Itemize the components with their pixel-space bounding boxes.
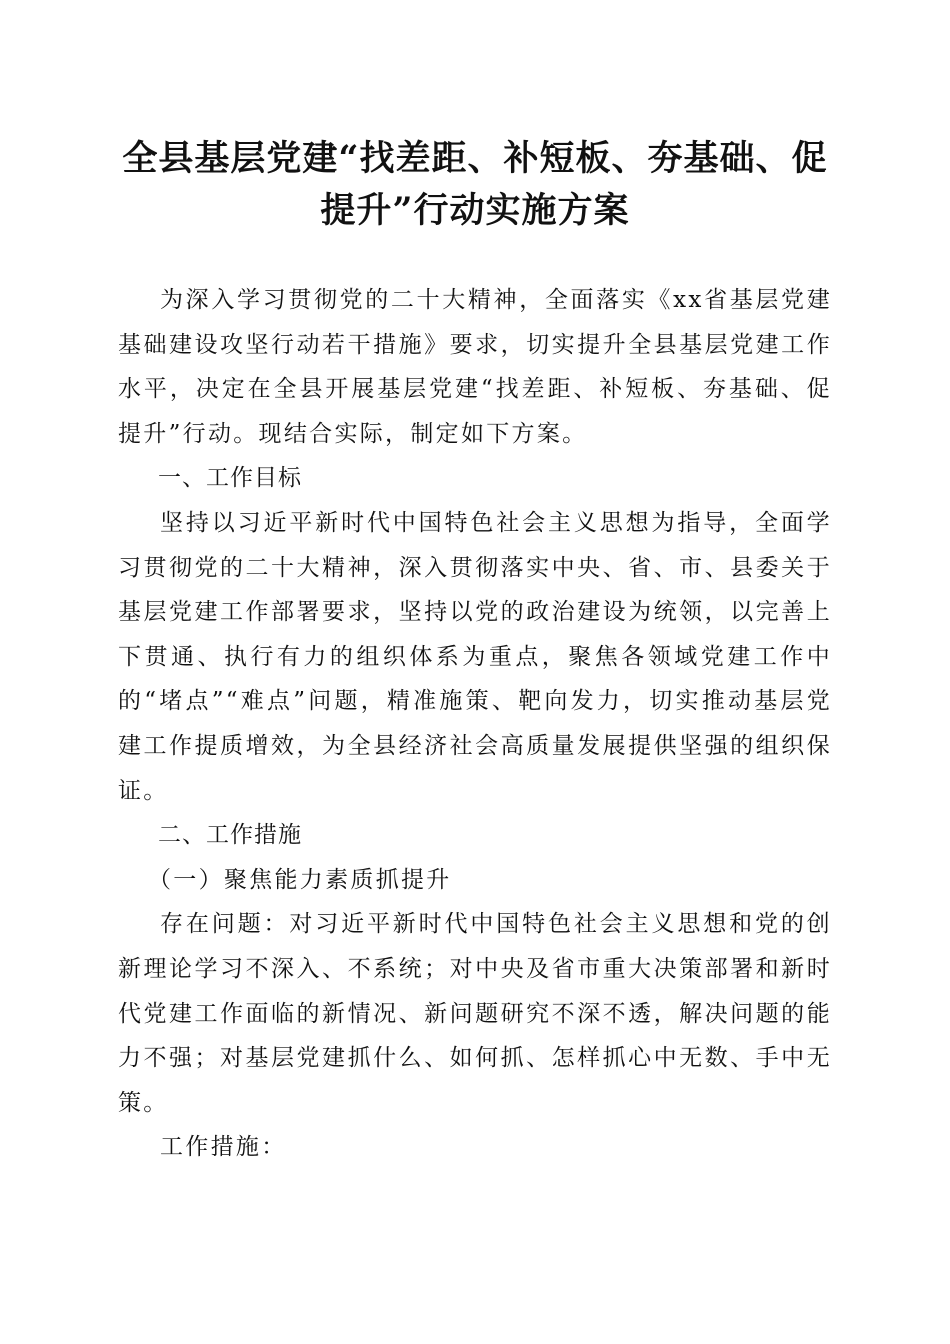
intro-paragraph: 为深入学习贯彻党的二十大精神，全面落实《xx省基层党建基础建设攻坚行动若干措施》要求，切实提升全县基层党建工作水平，决定在全县开展基层党建“找差距、补短板、夯基础、促提升”行动。现结合实际，制定如下方案。	[118, 287, 832, 447]
document-body	[118, 278, 832, 1170]
title-line-2: 提升”行动实施方案	[320, 190, 630, 231]
document-title	[110, 133, 840, 237]
problems-paragraph: 存在问题：对习近平新时代中国特色社会主义思想和党的创新理论学习不深入、不系统；对中央及省市重大决策部署和新时代党建工作面临的新情况、新问题研究不深不透，解决问题的能力不强；对基层党建抓什么、如何抓、怎样抓心中无数、手中无策。	[118, 911, 832, 1116]
section-1-heading: 一、工作目标	[158, 465, 302, 492]
measures-label: 工作措施：	[160, 1134, 287, 1161]
subsection-1-heading: （一）聚焦能力素质抓提升	[148, 866, 452, 893]
title-line-1: 全县基层党建“找差距、补短板、夯基础、促	[122, 138, 828, 179]
section-1-paragraph: 坚持以习近平新时代中国特色社会主义思想为指导，全面学习贯彻党的二十大精神，深入贯彻落实中央、省、市、县委关于基层党建工作部署要求，坚持以党的政治建设为统领，以完善上下贯通、执行有力的组织体系为重点，聚焦各领域党建工作中的“堵点”“难点”问题，精准施策、靶向发力，切实推动基层党建工作提质增效，为全县经济社会高质量发展提供坚强的组织保证。	[118, 509, 832, 804]
section-2-heading: 二、工作措施	[158, 822, 302, 849]
